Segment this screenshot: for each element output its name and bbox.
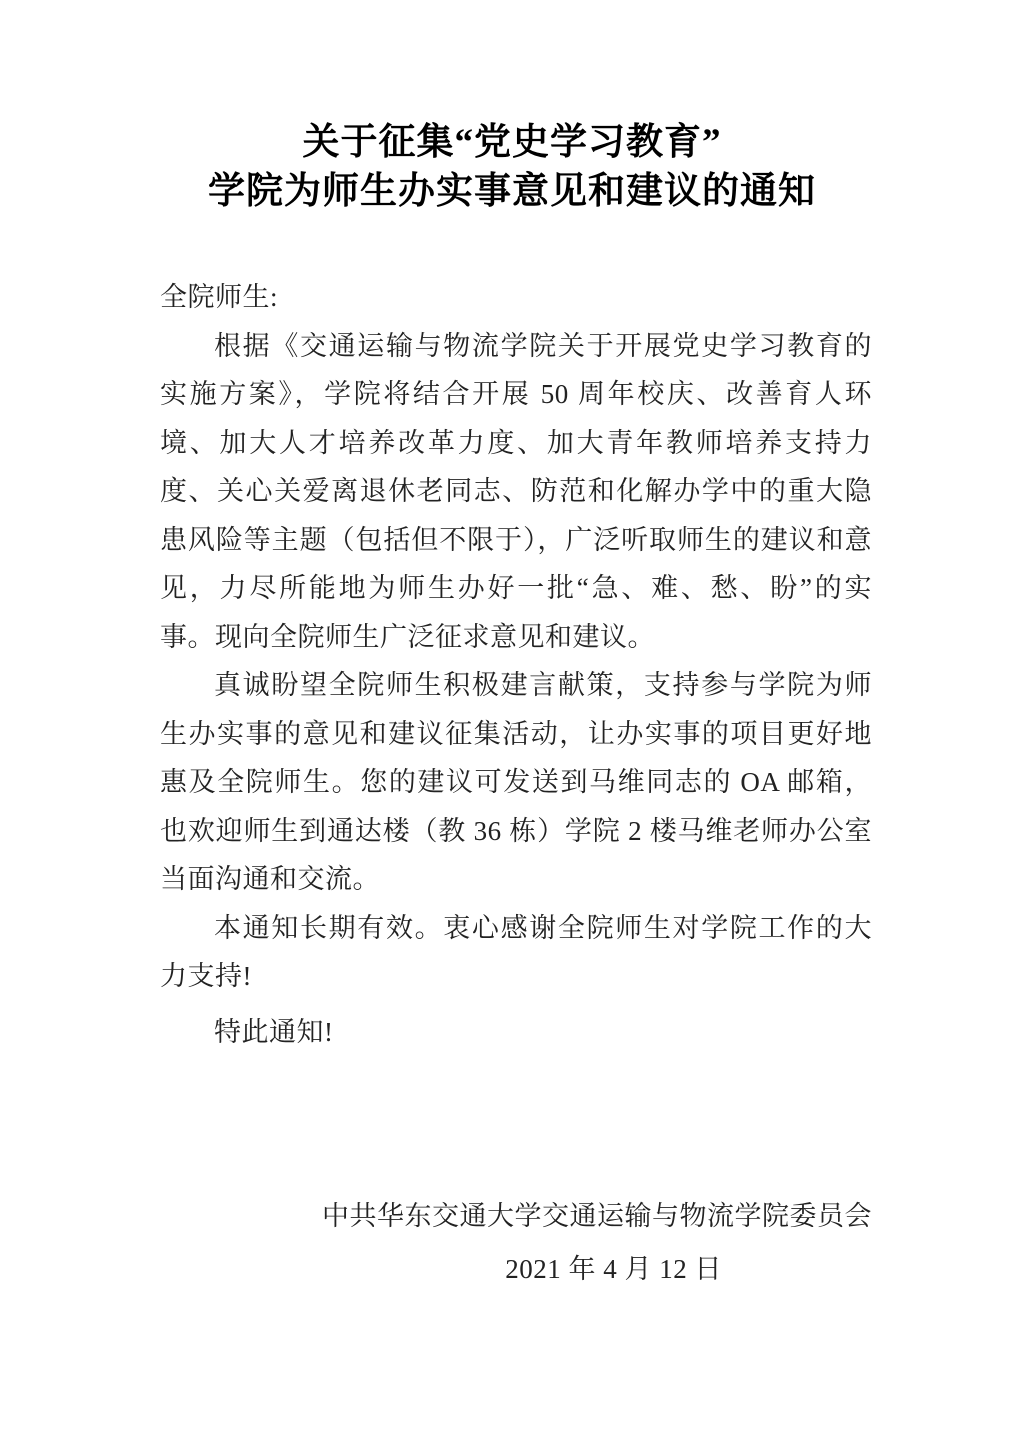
salutation: 全院师生: bbox=[160, 282, 279, 312]
paragraph-basis: 根据《交通运输与物流学院关于开展党史学习教育的实施方案》，学院将结合开展 50 周年校庆、改善育人环境、加大人才培养改革力度、加大青年教师培养支持力度、关心关爱离退休老同志、防范和化解办学中的重大隐患风险等主题（包括但不限于），广泛听取师生的建议和意见，力尽所能地为师生办好一批“急、难、愁、盼”的实事。现向全院师生广泛征求意见和建议。 bbox=[160, 330, 872, 652]
signature-date: 2021 年 4 月 12 日 bbox=[505, 1253, 722, 1284]
title-line-2: 学院为师生办实事意见和建议的通知 bbox=[208, 171, 816, 212]
title-line-1: 关于征集“党史学习教育” bbox=[302, 122, 722, 163]
paragraph-invitation: 真诚盼望全院师生积极建言献策，支持参与学院为师生办实事的意见和建议征集活动，让办实事的项目更好地惠及全院师生。您的建议可发送到马维同志的 OA 邮箱，也欢迎师生到通达楼（教 36 栋）学院 2 楼马维老师办公室当面沟通和交流。 bbox=[160, 670, 872, 894]
signature-block bbox=[160, 1192, 872, 1293]
signature-organization: 中共华东交通大学交通运输与物流学院委员会 bbox=[322, 1201, 872, 1231]
document-body bbox=[160, 273, 872, 1056]
document-title bbox=[0, 118, 1024, 216]
closing-notice: 特此通知! bbox=[214, 1016, 334, 1047]
paragraph-validity: 本通知长期有效。衷心感谢全院师生对学院工作的大力支持! bbox=[160, 912, 872, 991]
